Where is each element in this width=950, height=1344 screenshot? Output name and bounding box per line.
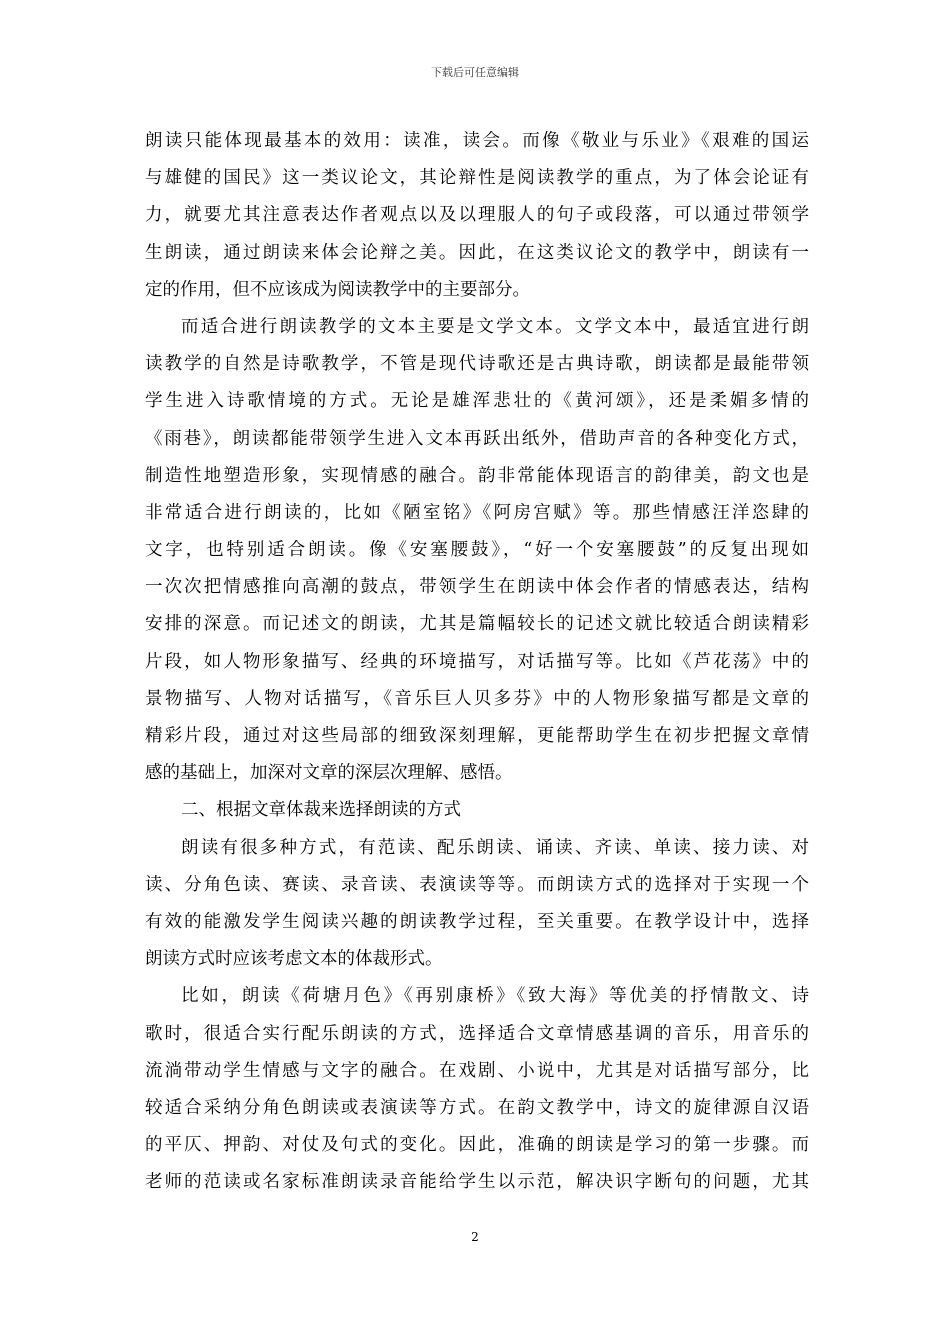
text-line: 精彩片段，通过对这些局部的细致深刻理解，更能帮助学生在初步把握文章情 xyxy=(145,726,809,746)
text-line: 非常适合进行朗读的，比如《陋室铭》《阿房宫赋》等。那些情感汪洋恣肆的 xyxy=(145,502,809,523)
text-line: 而适合进行朗读教学的文本主要是文学文本。文学文本中，最适宜进行朗 xyxy=(181,316,809,337)
text-line: 感的基础上，加深对文章的深层次理解、感悟。 xyxy=(145,763,513,784)
text-line: 读、分角色读、赛读、录音读、表演读等等。而朗读方式的选择对于实现一个 xyxy=(145,874,809,895)
text-line: 朗读方式时应该考虑文本的体裁形式。 xyxy=(145,949,443,970)
text-line: 制造性地塑造形象，实现情感的融合。韵非常能体现语言的韵律美，韵文也是 xyxy=(145,465,809,486)
text-line: 安排的深意。而记述文的朗读，尤其是篇幅较长的记述文就比较适合朗读精彩 xyxy=(145,614,809,635)
text-line: 景物描写、人物对话描写，《音乐巨人贝多芬》中的人物形象描写都是文章的 xyxy=(145,688,809,709)
text-line: 生朗读，通过朗读来体会论辩之美。因此，在这类议论文的教学中，朗读有一 xyxy=(145,242,809,263)
text-line: 与雄健的国民》这一类议论文，其论辩性是阅读教学的重点，为了体会论证有 xyxy=(145,168,809,189)
text-line: 老师的范读或名家标准朗读录音能给学生以示范，解决识字断句的问题，尤其 xyxy=(145,1172,809,1193)
text-line: 文字，也特别适合朗读。像《安塞腰鼓》，“好一个安塞腰鼓”的反复出现如 xyxy=(145,540,809,561)
text-line: 一次次把情感推向高潮的鼓点，带领学生在朗读中体会作者的情感表达，结构 xyxy=(145,577,809,598)
section-heading: 二、根据文章体裁来选择朗读的方式 xyxy=(181,800,461,821)
text-line: 读教学的自然是诗歌教学，不管是现代诗歌还是古典诗歌，朗读都是最能带领 xyxy=(145,354,809,375)
text-line: 歌时，很适合实行配乐朗读的方式，选择适合文章情感基调的音乐，用音乐的 xyxy=(145,1023,809,1044)
page-number: 2 xyxy=(471,1230,479,1244)
page-header: 下载后可任意编辑 xyxy=(431,66,519,79)
text-line: 片段，如人物形象描写、经典的环境描写，对话描写等。比如《芦花荡》中的 xyxy=(145,651,809,672)
text-line: 学生进入诗歌情境的方式。无论是雄浑悲壮的《黄河颂》，还是柔媚多情的 xyxy=(145,391,809,412)
text-line: 朗读只能体现最基本的效用：读准，读会。而像《敬业与乐业》《艰难的国运 xyxy=(145,131,809,151)
text-line: 力，就要尤其注意表达作者观点以及以理服人的句子或段落，可以通过带领学 xyxy=(145,205,809,226)
text-line: 较适合采纳分角色朗读或表演读等方式。在韵文教学中，诗文的旋律源自汉语 xyxy=(145,1097,809,1118)
document-body xyxy=(145,123,809,1201)
text-line: 朗读有很多种方式，有范读、配乐朗读、诵读、齐读、单读、接力读、对 xyxy=(181,837,809,858)
text-line: 有效的能激发学生阅读兴趣的朗读教学过程，至关重要。在教学设计中，选择 xyxy=(145,911,809,932)
text-line: 定的作用，但不应该成为阅读教学中的主要部分。 xyxy=(145,279,530,300)
text-line: 流淌带动学生情感与文字的融合。在戏剧、小说中，尤其是对话描写部分，比 xyxy=(145,1060,809,1081)
text-line: 的平仄、押韵、对仗及句式的变化。因此，准确的朗读是学习的第一步骤。而 xyxy=(145,1135,809,1156)
text-line: 比如，朗读《荷塘月色》《再别康桥》《致大海》等优美的抒情散文、诗 xyxy=(181,986,809,1007)
text-line: 《雨巷》，朗读都能带领学生进入文本再跃出纸外，借助声音的各种变化方式， xyxy=(145,428,809,449)
